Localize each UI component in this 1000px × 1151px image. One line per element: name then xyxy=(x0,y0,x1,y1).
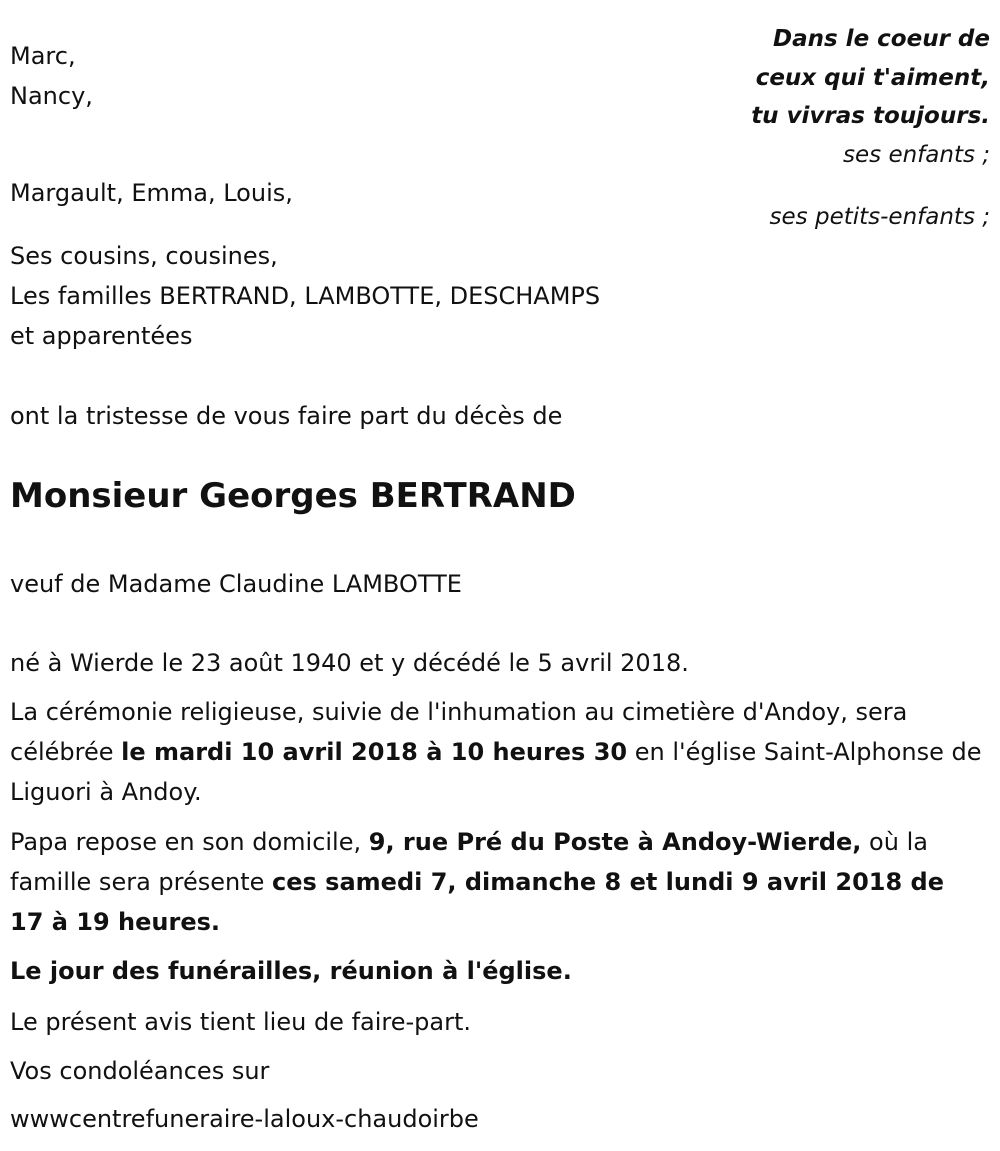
quote-children: ses enfants ; xyxy=(843,141,990,168)
repose-times: ces samedi 7, dimanche 8 et lundi 9 avril 2018 de 17 à 19 heures. xyxy=(10,868,944,936)
birth-death-line: né à Wierde le 23 août 1940 et y décédé le 5 avril 2018. xyxy=(10,649,689,677)
family-line-related: et apparentées xyxy=(10,322,193,350)
family-line-cousins: Ses cousins, cousines, xyxy=(10,242,278,270)
ceremony-text-1: La cérémonie religieuse, suivie de l'inhumation au cimetière d'Andoy, sera célébrée xyxy=(10,698,908,766)
repose-text-1: Papa repose en son domicile, xyxy=(10,828,369,856)
family-line-marc: Marc, xyxy=(10,42,76,70)
quote-grandchildren: ses petits-enfants ; xyxy=(769,204,990,230)
repose-address: 9, rue Pré du Poste à Andoy-Wierde, xyxy=(368,828,862,856)
quote-line-2: ceux qui t'aiment, xyxy=(755,64,990,91)
quote-line-3: tu vivras toujours. xyxy=(751,103,990,129)
ceremony-text-2: en l'église Saint-Alphonse de Liguori à Andoy. xyxy=(10,738,982,806)
faire-part-notice: Le présent avis tient lieu de faire-part. xyxy=(10,1008,472,1036)
family-line-grandchildren: Margault, Emma, Louis, xyxy=(10,179,293,207)
widower-of: veuf de Madame Claudine LAMBOTTE xyxy=(10,570,462,598)
family-line-families: Les familles BERTRAND, LAMBOTTE, DESCHAMPS xyxy=(10,282,601,310)
repose-text-2: où la famille sera présente xyxy=(10,828,928,896)
memorial-quote xyxy=(751,20,990,237)
repose-paragraph xyxy=(10,822,985,942)
ceremony-paragraph xyxy=(10,692,985,812)
quote-line-1: Dans le coeur de xyxy=(773,26,990,52)
family-line-nancy: Nancy, xyxy=(10,82,93,110)
ceremony-date: le mardi 10 avril 2018 à 10 heures 30 xyxy=(121,738,628,766)
condolences-label: Vos condoléances sur xyxy=(10,1057,270,1085)
announcement-text: ont la tristesse de vous faire part du décès de xyxy=(10,402,563,430)
condolences-website: wwwcentrefuneraire-laloux-chaudoirbe xyxy=(10,1105,479,1133)
deceased-name: Monsieur Georges BERTRAND xyxy=(10,476,576,516)
funeral-day-notice: Le jour des funérailles, réunion à l'église. xyxy=(10,957,572,985)
